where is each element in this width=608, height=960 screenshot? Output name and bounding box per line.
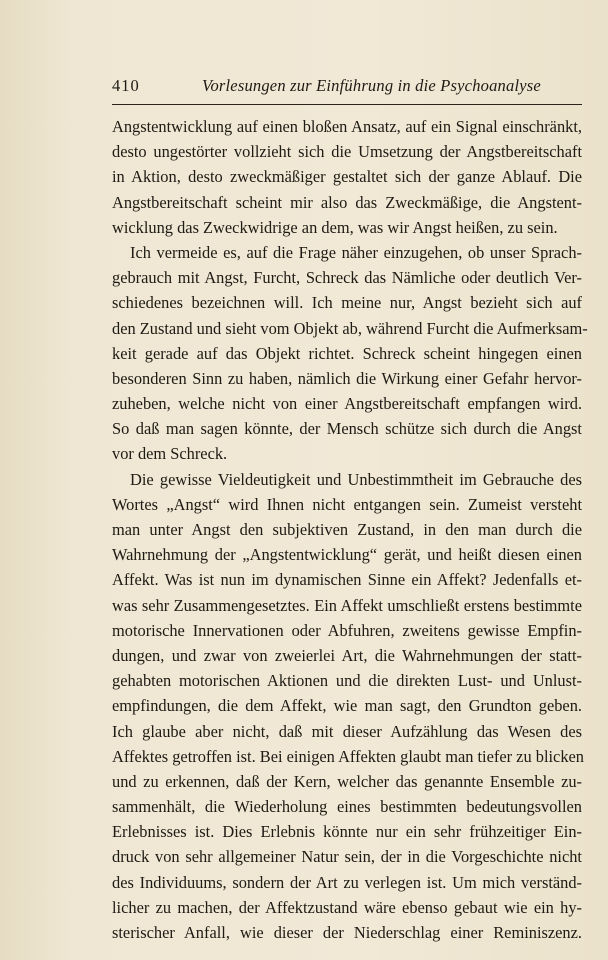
page-header	[112, 76, 582, 100]
text-line: Affektes getroffen ist. Bei einigen Affekten glaubt man tiefer zu blicken	[112, 746, 584, 766]
text-line: vor dem Schreck.	[112, 444, 228, 464]
text-line: in Aktion, desto zweckmäßiger gestaltet sich der ganze Ablauf. Die	[112, 167, 582, 187]
text-line: zuheben, welche nicht von einer Angstbereitschaft empfangen wird.	[112, 394, 582, 414]
text-line: gehabten motorischen Aktionen und die direkten Lust- und Unlust-	[112, 671, 582, 691]
text-line: druck von sehr allgemeiner Natur sein, der in die Vorgeschichte nicht	[112, 847, 582, 867]
text-line: Die gewisse Vieldeutigkeit und Unbestimmtheit im Gebrauche des	[130, 469, 582, 489]
text-line: des Individuums, sondern der Art zu verlegen ist. Um mich verständ-	[112, 872, 582, 892]
text-line: licher zu machen, der Affektzustand wäre ebenso gebaut wie ein hy-	[112, 897, 582, 917]
header-rule	[112, 104, 582, 105]
text-line: desto ungestörter vollzieht sich die Umsetzung der Angstbereitschaft	[112, 142, 582, 162]
text-line: Wahrnehmung der „Angstentwicklung“ gerät, und heißt diesen einen	[112, 545, 582, 565]
text-line: So daß man sagen könnte, der Mensch schütze sich durch die Angst	[112, 419, 582, 439]
text-line: gebrauch mit Angst, Furcht, Schreck das Nämliche oder deutlich Ver-	[112, 268, 582, 288]
text-line: man unter Angst den subjektiven Zustand, in den man durch die	[112, 520, 582, 539]
text-line: keit gerade auf das Objekt richtet. Schreck scheint hingegen einen	[112, 343, 582, 363]
text-line: Ich glaube aber nicht, daß mit dieser Aufzählung das Wesen des	[112, 721, 582, 741]
text-line: schiedenes bezeichnen will. Ich meine nur, Angst bezieht sich auf	[112, 293, 582, 313]
page-number: 410	[112, 76, 140, 95]
text-line: sammenhält, die Wiederholung eines bestimmten bedeutungsvollen	[112, 797, 582, 817]
text-line: Affekt. Was ist nun im dynamischen Sinne ein Affekt? Jedenfalls et-	[112, 570, 582, 590]
text-line: wicklung das Zweckwidrige an dem, was wir Angst heißen, zu sein.	[112, 217, 558, 237]
text-line: besonderen Sinn zu haben, nämlich die Wirkung einer Gefahr hervor-	[112, 368, 582, 388]
text-line: und zu erkennen, daß der Kern, welcher das genannte Ensemble zu-	[112, 771, 582, 791]
text-line: Wortes „Angst“ wird Ihnen nicht entgangen sein. Zumeist versteht	[112, 494, 582, 514]
text-line: Erlebnisses ist. Dies Erlebnis könnte nur ein sehr frühzeitiger Ein-	[112, 822, 582, 842]
text-line: den Zustand und sieht vom Objekt ab, während Furcht die Aufmerksam-	[112, 318, 588, 338]
text-line: Ich vermeide es, auf die Frage näher einzugehen, ob unser Sprach-	[130, 242, 582, 262]
text-line: motorische Innervationen oder Abfuhren, zweitens gewisse Empfin-	[112, 620, 582, 640]
text-line: was sehr Zusammengesetztes. Ein Affekt umschließt erstens bestimmte	[112, 595, 582, 615]
text-line: sterischer Anfall, wie dieser der Niederschlag einer Reminiszenz.	[112, 923, 582, 942]
text-line: Angstentwicklung auf einen bloßen Ansatz, auf ein Signal einschränkt,	[112, 117, 582, 136]
running-title: Vorlesungen zur Einführung in die Psychoanalyse	[202, 76, 541, 95]
text-line: empfindungen, die dem Affekt, wie man sagt, den Grundton geben.	[112, 696, 582, 716]
text-line: Angstbereitschaft scheint mir also das Zweckmäßige, die Angstent-	[112, 192, 582, 212]
text-line: dungen, und zwar von zweierlei Art, die Wahrnehmungen der statt-	[112, 645, 582, 665]
body-text	[112, 114, 588, 945]
